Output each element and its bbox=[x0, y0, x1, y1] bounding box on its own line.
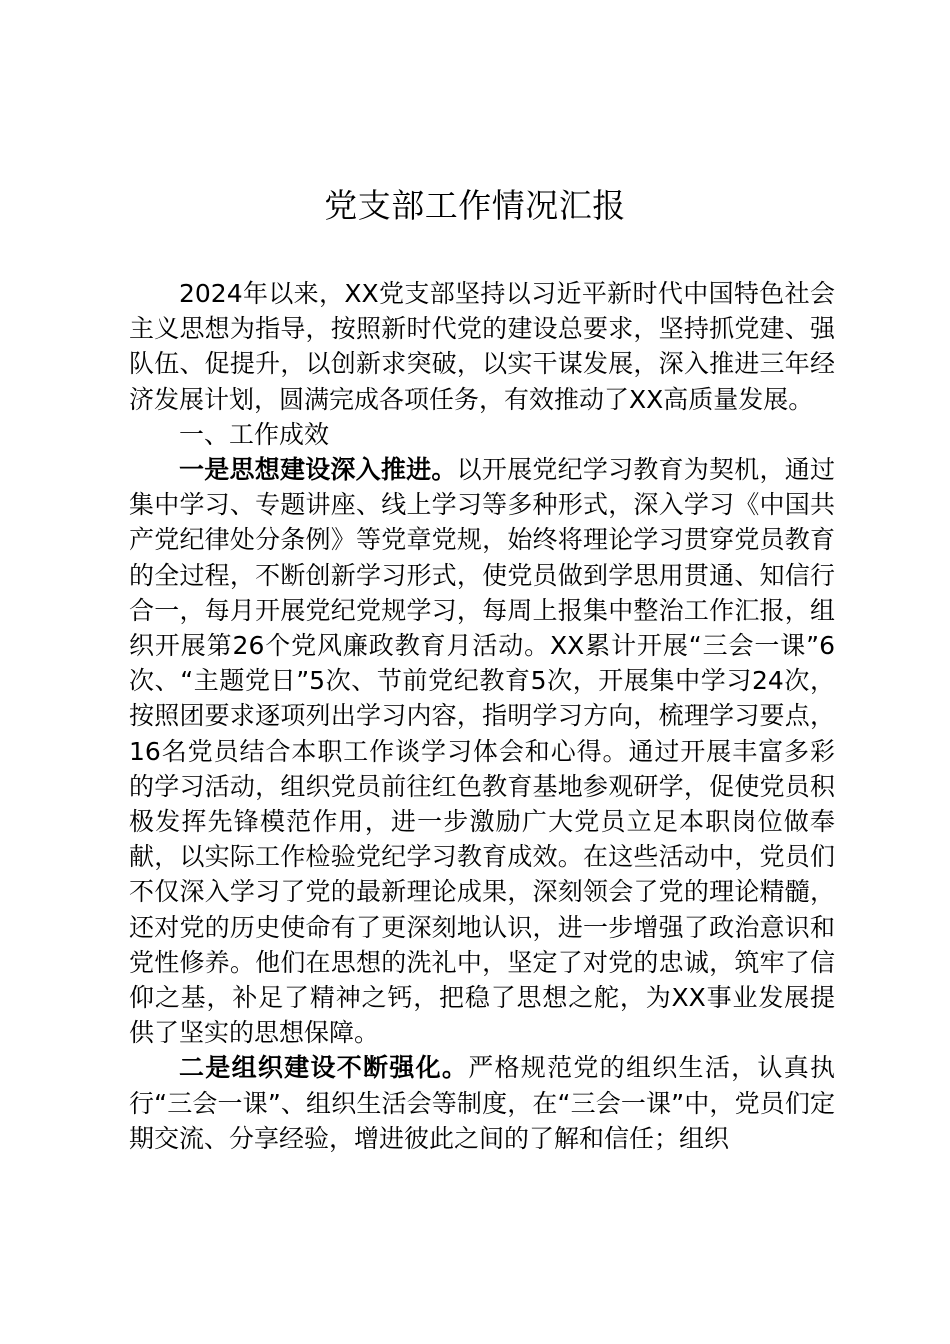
document-body bbox=[129, 276, 835, 1156]
paragraph-lead: 一是思想建设深入推进。 bbox=[179, 455, 457, 485]
document-title: 党支部工作情况汇报 bbox=[324, 186, 626, 225]
paragraph-lead: 二是组织建设不断强化。 bbox=[179, 1053, 469, 1083]
paragraph-text: 严格规范党的组织生活，认真执行“三会一课”、组织生活会等制度，在“三会一课”中，党员们定期交流、分享经验，增进彼此之间的了解和信任；组织 bbox=[129, 1053, 835, 1153]
section-heading: 一、工作成效 bbox=[179, 419, 330, 449]
paragraph-thought-building bbox=[129, 452, 835, 1050]
paragraph-text: 以开展党纪学习教育为契机，通过集中学习、专题讲座、线上学习等多种形式，深入学习《中国共产党纪律处分条例》等党章党规，始终将理论学习贯穿党员教育的全过程，不断创新学习形式，使党员做到学思用贯通、知信行合一，每月开展党纪党规学习，每周上报集中整治工作汇报，组织开展第26个党风廉政教育月活动。XX累计开展“三会一课”6次、“主题党日”5次、节前党纪教育5次，开展集中学习24次，按照团要求逐项列出学习内容，指明学习方向，梳理学习要点，16名党员结合本职工作谈学习体会和心得。通过开展丰富多彩的学习活动，组织党员前往红色教育基地参观研学，促使党员积极发挥先锋模范作用，进一步激励广大党员立足本职岗位做奉献，以实际工作检验党纪学习教育成效。在这些活动中，党员们不仅深入学习了党的最新理论成果，深刻领会了党的理论精髓，还对党的历史使命有了更深刻地认识，进一步增强了政治意识和党性修养。他们在思想的洗礼中，坚定了对党的忠诚，筑牢了信仰之基，补足了精神之钙，把稳了思想之舵，为XX事业发展提供了坚实的思想保障。 bbox=[129, 455, 835, 1048]
intro-paragraph: 2024年以来，XX党支部坚持以习近平新时代中国特色社会主义思想为指导，按照新时代党的建设总要求，坚持抓党建、强队伍、促提升，以创新求突破，以实干谋发展，深入推进三年经济发展计划，圆满完成各项任务，有效推动了XX高质量发展。 bbox=[129, 279, 835, 414]
paragraph-organization-building bbox=[129, 1050, 835, 1156]
